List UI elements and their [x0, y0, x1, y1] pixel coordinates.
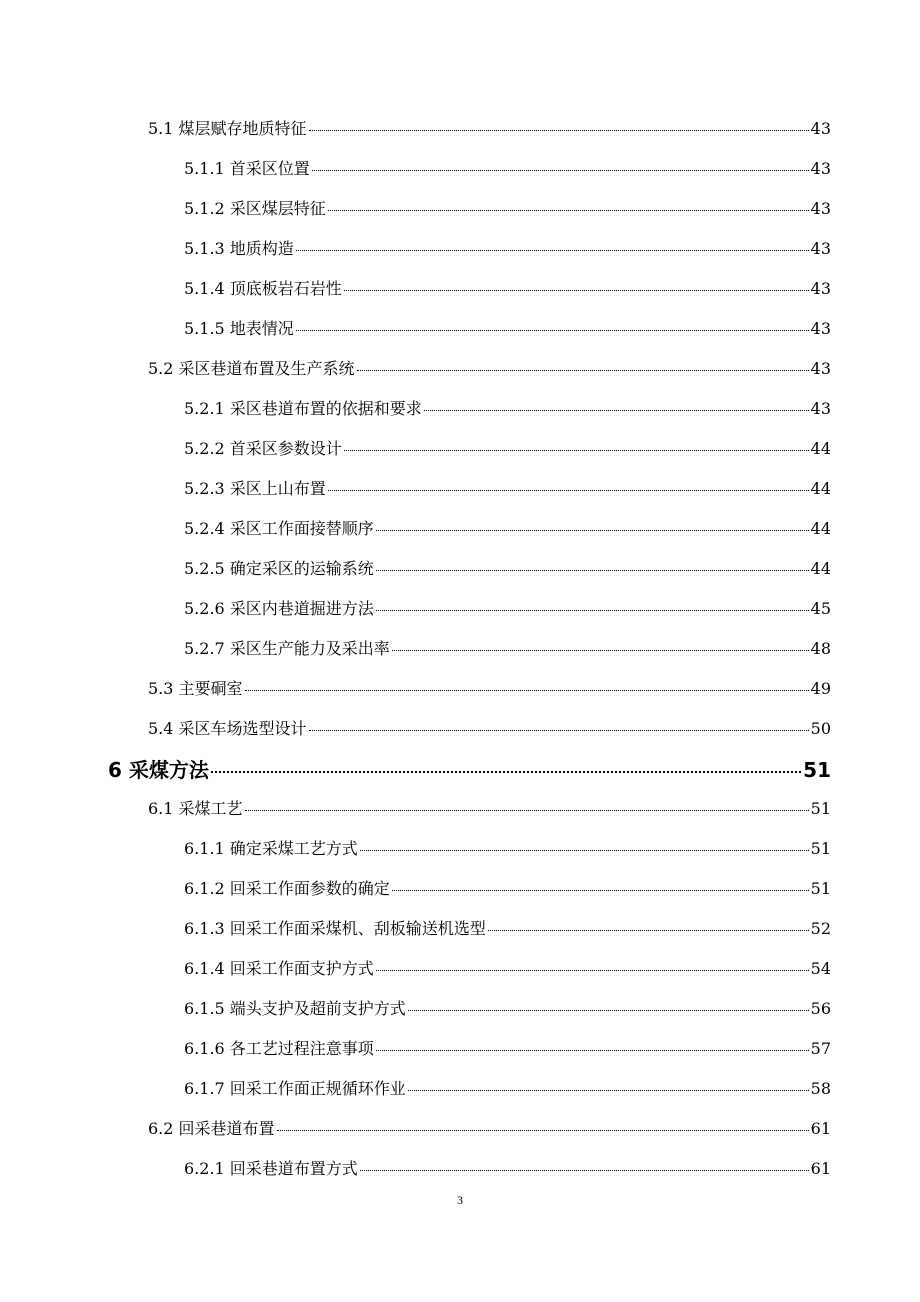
toc-entry-title: 5.2.3 采区上山布置 — [184, 479, 326, 498]
toc-entry[interactable] — [184, 516, 831, 539]
toc-entry-page: 48 — [810, 639, 831, 658]
toc-entry-title: 6.1.1 确定采煤工艺方式 — [184, 839, 358, 858]
toc-entry[interactable] — [184, 1036, 831, 1059]
toc-entry-page: 43 — [810, 199, 831, 218]
dot-leader — [376, 1049, 809, 1051]
toc-entry-page: 61 — [810, 1119, 831, 1138]
toc-entry[interactable] — [148, 796, 831, 819]
toc-entry-title: 5.2.1 采区巷道布置的依据和要求 — [184, 399, 422, 418]
dot-leader — [328, 489, 809, 491]
toc-entry-page: 51 — [810, 839, 831, 858]
toc-entry-page: 51 — [810, 879, 831, 898]
dot-leader — [245, 689, 809, 691]
toc-entry-title: 5.2.5 确定采区的运输系统 — [184, 559, 374, 578]
dot-leader — [277, 1129, 809, 1131]
dot-leader — [488, 929, 809, 931]
toc-entry[interactable] — [184, 596, 831, 619]
toc-entry-title: 5.2 采区巷道布置及生产系统 — [148, 359, 355, 378]
toc-entry-page: 61 — [810, 1159, 831, 1178]
toc-entry-page: 43 — [810, 359, 831, 378]
toc-entry[interactable] — [184, 396, 831, 419]
toc-entry[interactable] — [184, 836, 831, 859]
dot-leader — [376, 529, 809, 531]
toc-entry-title: 5.1.2 采区煤层特征 — [184, 199, 326, 218]
toc-entry-title: 6.1.5 端头支护及超前支护方式 — [184, 999, 406, 1018]
toc-entry-title: 6.1.4 回采工作面支护方式 — [184, 959, 374, 978]
toc-entry-page: 52 — [810, 919, 831, 938]
toc-entry-page: 58 — [810, 1079, 831, 1098]
toc-entry-title: 6.1.2 回采工作面参数的确定 — [184, 879, 390, 898]
toc-entry[interactable] — [184, 236, 831, 259]
toc-entry[interactable] — [184, 636, 831, 659]
dot-leader — [344, 289, 809, 291]
dot-leader — [376, 569, 809, 571]
toc-entry-title: 5.1 煤层赋存地质特征 — [148, 119, 307, 138]
toc-entry-page: 57 — [810, 1039, 831, 1058]
toc-entry-page: 43 — [810, 279, 831, 298]
toc-entry-title: 5.1.4 顶底板岩石岩性 — [184, 279, 342, 298]
toc-entry[interactable] — [184, 956, 831, 979]
dot-leader — [376, 609, 809, 611]
dot-leader — [360, 1169, 809, 1171]
dot-leader — [392, 649, 809, 651]
dot-leader — [296, 249, 809, 251]
toc-entry[interactable] — [184, 916, 831, 939]
toc-entry[interactable] — [148, 1116, 831, 1139]
toc-entry-page: 51 — [810, 799, 831, 818]
toc-entry[interactable] — [184, 1076, 831, 1099]
toc-entry[interactable] — [184, 436, 831, 459]
toc-entry-page: 56 — [810, 999, 831, 1018]
dot-leader — [408, 1009, 809, 1011]
toc-entry[interactable] — [184, 1156, 831, 1179]
toc-entry-page: 44 — [810, 559, 831, 578]
toc-entry-page: 43 — [810, 119, 831, 138]
toc-entry-title: 5.2.2 首采区参数设计 — [184, 439, 342, 458]
toc-entry-title: 6.1.7 回采工作面正规循环作业 — [184, 1079, 406, 1098]
toc-entry-title: 6.1.6 各工艺过程注意事项 — [184, 1039, 374, 1058]
toc-entry-page: 44 — [810, 439, 831, 458]
toc-entry[interactable] — [148, 116, 831, 139]
toc-chapter-entry[interactable] — [108, 754, 831, 783]
toc-entry-page: 43 — [810, 159, 831, 178]
toc-entry[interactable] — [148, 676, 831, 699]
dot-leader — [245, 809, 809, 811]
dot-leader — [344, 449, 809, 451]
dot-leader — [309, 129, 809, 131]
dot-leader — [312, 169, 809, 171]
toc-entry-page: 51 — [803, 758, 831, 782]
dot-leader — [211, 770, 801, 773]
toc-entry-title: 5.3 主要硐室 — [148, 679, 243, 698]
toc-entry-page: 50 — [810, 719, 831, 738]
toc-entry-title: 6.2.1 回采巷道布置方式 — [184, 1159, 358, 1178]
toc-entry-title: 5.2.6 采区内巷道掘进方法 — [184, 599, 374, 618]
toc-entry[interactable] — [184, 876, 831, 899]
toc-entry[interactable] — [148, 356, 831, 379]
toc-entry-title: 6.1.3 回采工作面采煤机、刮板输送机选型 — [184, 919, 486, 938]
dot-leader — [376, 969, 809, 971]
dot-leader — [309, 729, 809, 731]
toc-entry[interactable] — [148, 716, 831, 739]
toc-entry-title: 5.4 采区车场选型设计 — [148, 719, 307, 738]
dot-leader — [360, 849, 809, 851]
toc-entry-page: 43 — [810, 239, 831, 258]
dot-leader — [408, 1089, 809, 1091]
toc-entry[interactable] — [184, 316, 831, 339]
toc-entry[interactable] — [184, 476, 831, 499]
toc-entry-title: 5.2.4 采区工作面接替顺序 — [184, 519, 374, 538]
dot-leader — [424, 409, 809, 411]
toc-entry-title: 6 采煤方法 — [108, 758, 209, 782]
toc-entry-title: 6.2 回采巷道布置 — [148, 1119, 275, 1138]
toc-entry[interactable] — [184, 156, 831, 179]
toc-entry[interactable] — [184, 996, 831, 1019]
toc-entry[interactable] — [184, 276, 831, 299]
dot-leader — [296, 329, 809, 331]
toc-entry[interactable] — [184, 556, 831, 579]
toc-entry-page: 45 — [810, 599, 831, 618]
toc-entry-title: 5.2.7 采区生产能力及采出率 — [184, 639, 390, 658]
toc-entry-title: 6.1 采煤工艺 — [148, 799, 243, 818]
dot-leader — [357, 369, 809, 371]
dot-leader — [328, 209, 809, 211]
dot-leader — [392, 889, 809, 891]
toc-entry-page: 43 — [810, 399, 831, 418]
toc-entry-page: 44 — [810, 479, 831, 498]
page-number: 3 — [457, 1193, 463, 1207]
toc-entry-page: 54 — [810, 959, 831, 978]
toc-entry-title: 5.1.3 地质构造 — [184, 239, 294, 258]
toc-entry[interactable] — [184, 196, 831, 219]
toc-entry-page: 43 — [810, 319, 831, 338]
toc-entry-page: 49 — [810, 679, 831, 698]
toc-entry-page: 44 — [810, 519, 831, 538]
toc-entry-title: 5.1.1 首采区位置 — [184, 159, 310, 178]
toc-entry-title: 5.1.5 地表情况 — [184, 319, 294, 338]
